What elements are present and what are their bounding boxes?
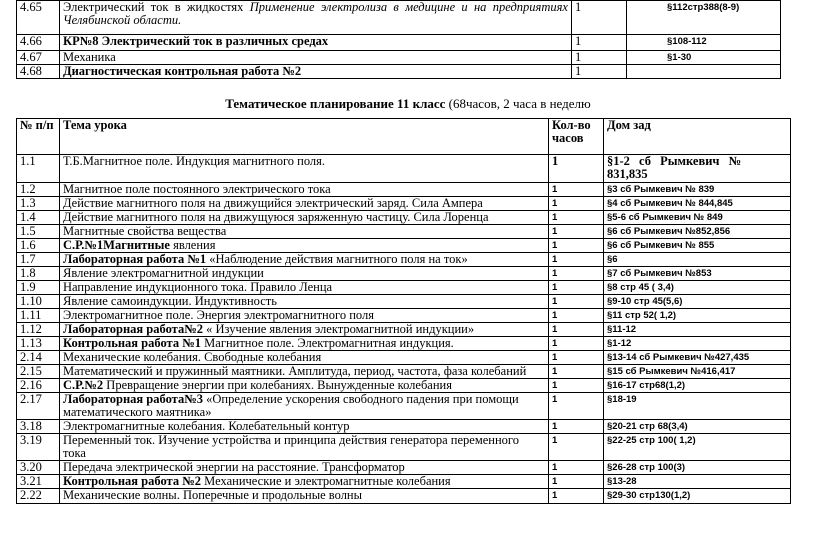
row-topic [60, 239, 549, 253]
row-num: 4.67 [17, 51, 60, 65]
topic-plain: Явление самоиндукции. Индуктивность [63, 294, 277, 308]
row-hours: 1 [549, 295, 604, 309]
row-topic [60, 267, 549, 281]
row-topic [60, 337, 549, 351]
topic-bold: КР№8 Электрический ток в различных средах [63, 34, 329, 48]
row-hours: 1 [549, 434, 604, 461]
table-row [17, 295, 791, 309]
topic-bold: Лабораторная работа№3 [63, 392, 204, 406]
row-num: 1.3 [17, 197, 60, 211]
section-caption [0, 96, 816, 112]
header-topic: Тема урока [60, 119, 549, 155]
row-topic [60, 35, 572, 51]
topic-plain: Механические волны. Поперечные и продольные волны [63, 488, 363, 502]
row-num: 4.66 [17, 35, 60, 51]
row-hw: §5-6 сб Рымкевич № 849 [604, 211, 791, 225]
topic-plain: «Определение ускорения свободного падения при помощи математического маятника» [63, 392, 519, 419]
row-topic [60, 351, 549, 365]
topic-bold: С.Р.№2 [63, 378, 104, 392]
plan-table [16, 118, 791, 504]
table-row [17, 337, 791, 351]
row-hours: 1 [549, 337, 604, 351]
row-topic [60, 295, 549, 309]
row-num: 1.2 [17, 183, 60, 197]
topic-plain: Превращение энергии при колебаниях. Вынужденные колебания [103, 378, 452, 392]
row-hours: 1 [549, 420, 604, 434]
header-hours: Кол-во часов [549, 119, 604, 155]
row-num: 1.12 [17, 323, 60, 337]
table-row [17, 211, 791, 225]
row-hw: §11-12 [604, 323, 791, 337]
topic-plain: Переменный ток. Изучение устройства и принципа действия генератора переменного тока [63, 433, 519, 460]
row-hours: 1 [549, 155, 604, 183]
row-topic [60, 225, 549, 239]
table-row [17, 323, 791, 337]
row-hw: §1-30 [627, 51, 781, 65]
topic-plain: Т.Б.Магнитное поле. Индукция магнитного поля. [63, 154, 326, 168]
row-hours: 1 [549, 351, 604, 365]
row-hours: 1 [549, 461, 604, 475]
row-topic [60, 489, 549, 504]
row-hw: §4 сб Рымкевич № 844,845 [604, 197, 791, 211]
table-row [17, 393, 791, 420]
row-topic [60, 211, 549, 225]
topic-plain: Математический и пружинный маятники. Амплитуда, период, частота, фаза колебаний [63, 364, 527, 378]
row-topic [60, 197, 549, 211]
row-topic [60, 65, 572, 79]
topic-plain: Механические колебания. Свободные колебания [63, 350, 322, 364]
row-num: 2.15 [17, 365, 60, 379]
row-num: 1.10 [17, 295, 60, 309]
topic-plain: Механика [63, 50, 116, 64]
row-hours: 1 [549, 253, 604, 267]
row-hours: 1 [572, 51, 627, 65]
row-hours: 1 [549, 225, 604, 239]
table-row [17, 420, 791, 434]
row-num: 3.18 [17, 420, 60, 434]
row-hours: 1 [549, 323, 604, 337]
table-row [17, 239, 791, 253]
row-topic [60, 434, 549, 461]
table-row [17, 365, 791, 379]
table-row [17, 475, 791, 489]
row-topic [60, 309, 549, 323]
topic-plain: Передача электрической энергии на расстояние. Трансформатор [63, 460, 405, 474]
row-topic [60, 253, 549, 267]
topic-plain: Явление электромагнитной индукции [63, 266, 264, 280]
table-row [17, 281, 791, 295]
topic-plain: Магнитные свойства вещества [63, 224, 227, 238]
topic-plain: Электрический ток в жидкостях [63, 0, 250, 14]
table-row [17, 35, 781, 51]
header-num: № п/п [17, 119, 60, 155]
topic-plain: «Наблюдение действия магнитного поля на ток» [206, 252, 468, 266]
row-hw: §15 сб Рымкевич №416,417 [604, 365, 791, 379]
table-row [17, 461, 791, 475]
row-hours: 1 [549, 281, 604, 295]
top-table [16, 0, 781, 79]
row-num: 1.7 [17, 253, 60, 267]
table-row [17, 183, 791, 197]
table-header-row [17, 119, 791, 155]
row-hours: 1 [549, 393, 604, 420]
row-hw: §108-112 [627, 35, 781, 51]
row-hw: §6 [604, 253, 791, 267]
row-hours: 1 [549, 475, 604, 489]
table-row [17, 65, 781, 79]
row-hw: §7 сб Рымкевич №853 [604, 267, 791, 281]
row-topic [60, 365, 549, 379]
row-hours: 1 [549, 239, 604, 253]
topic-plain: Направление индукционного тока. Правило Ленца [63, 280, 333, 294]
row-num: 1.13 [17, 337, 60, 351]
topic-bold: Лабораторная работа№2 [63, 322, 204, 336]
row-topic [60, 155, 549, 183]
row-num: 1.6 [17, 239, 60, 253]
row-hours: 1 [549, 365, 604, 379]
row-hw: §9-10 стр 45(5,6) [604, 295, 791, 309]
table-row [17, 267, 791, 281]
row-num: 2.14 [17, 351, 60, 365]
topic-bold: Диагностическая контрольная работа №2 [63, 64, 302, 78]
row-num: 2.17 [17, 393, 60, 420]
row-topic [60, 281, 549, 295]
row-num: 3.19 [17, 434, 60, 461]
row-num: 3.21 [17, 475, 60, 489]
row-num: 1.5 [17, 225, 60, 239]
row-hw: §6 сб Рымкевич №852,856 [604, 225, 791, 239]
row-num: 4.65 [17, 1, 60, 35]
topic-plain: Электромагнитные колебания. Колебательный контур [63, 419, 350, 433]
topic-plain: Действие магнитного поля на движущуюся заряженную частицу. Сила Лоренца [63, 210, 489, 224]
topic-plain: Магнитное поле постоянного электрического тока [63, 182, 331, 196]
table-row [17, 1, 781, 35]
table-row [17, 379, 791, 393]
row-hw: §1-12 [604, 337, 791, 351]
row-hw: §16-17 стр68(1,2) [604, 379, 791, 393]
table-row [17, 489, 791, 504]
row-hours: 1 [572, 1, 627, 35]
topic-bold: Контрольная работа №2 [63, 474, 202, 488]
row-num: 1.8 [17, 267, 60, 281]
row-hw: §29-30 стр130(1,2) [604, 489, 791, 504]
row-hours: 1 [549, 183, 604, 197]
table-row [17, 434, 791, 461]
row-num: 1.11 [17, 309, 60, 323]
row-hw: §3 сб Рымкевич № 839 [604, 183, 791, 197]
row-hw: §22-25 стр 100( 1,2) [604, 434, 791, 461]
table-row [17, 197, 791, 211]
row-topic [60, 183, 549, 197]
table-row [17, 51, 781, 65]
row-hours: 1 [549, 489, 604, 504]
row-hw: §26-28 стр 100(3) [604, 461, 791, 475]
row-hw: §11 стр 52( 1,2) [604, 309, 791, 323]
row-topic [60, 461, 549, 475]
row-topic [60, 420, 549, 434]
row-hw: §112стр388(8-9) [627, 1, 781, 35]
row-hw: §8 стр 45 ( 3,4) [604, 281, 791, 295]
row-hw: §1-2 сб Рымкевич № 831,835 [604, 155, 791, 183]
table-row [17, 309, 791, 323]
topic-plain: Магнитное поле. Электромагнитная индукция. [201, 336, 454, 350]
row-topic [60, 379, 549, 393]
row-num: 1.9 [17, 281, 60, 295]
row-hours: 1 [549, 379, 604, 393]
topic-plain: явления [169, 238, 216, 252]
row-hours: 1 [572, 35, 627, 51]
caption-plain: (68часов, 2 часа в неделю [445, 96, 591, 111]
topic-bold: Лабораторная работа №1 [63, 252, 207, 266]
row-topic [60, 51, 572, 65]
table-row [17, 155, 791, 183]
topic-bold: С.Р.№1Магнитные [63, 238, 170, 252]
row-hw: §13-28 [604, 475, 791, 489]
topic-italic: Применение электролиза в медицине и на предприятиях Челябинской области. [63, 0, 568, 27]
row-num: 1.4 [17, 211, 60, 225]
row-num: 4.68 [17, 65, 60, 79]
row-num: 2.22 [17, 489, 60, 504]
row-hours: 1 [572, 65, 627, 79]
row-hw [627, 65, 781, 79]
row-topic [60, 323, 549, 337]
header-hw: Дом зад [604, 119, 791, 155]
row-hw: §6 сб Рымкевич № 855 [604, 239, 791, 253]
row-hours: 1 [549, 197, 604, 211]
row-topic [60, 1, 572, 35]
row-hours: 1 [549, 211, 604, 225]
topic-plain: « Изучение явления электромагнитной индукции» [203, 322, 475, 336]
topic-plain: Электромагнитное поле. Энергия электромагнитного поля [63, 308, 374, 322]
caption-bold: Тематическое планирование 11 класс [225, 96, 446, 111]
row-topic [60, 393, 549, 420]
row-num: 2.16 [17, 379, 60, 393]
topic-bold: Контрольная работа №1 [63, 336, 202, 350]
row-hours: 1 [549, 267, 604, 281]
row-num: 1.1 [17, 155, 60, 183]
table-row [17, 225, 791, 239]
topic-plain: Действие магнитного поля на движущийся электрический заряд. Сила Ампера [63, 196, 483, 210]
row-hours: 1 [549, 309, 604, 323]
table-row [17, 253, 791, 267]
table-row [17, 351, 791, 365]
row-hw: §18-19 [604, 393, 791, 420]
row-topic [60, 475, 549, 489]
topic-plain: Механические и электромагнитные колебания [201, 474, 451, 488]
row-num: 3.20 [17, 461, 60, 475]
row-hw: §13-14 сб Рымкевич №427,435 [604, 351, 791, 365]
row-hw: §20-21 стр 68(3,4) [604, 420, 791, 434]
